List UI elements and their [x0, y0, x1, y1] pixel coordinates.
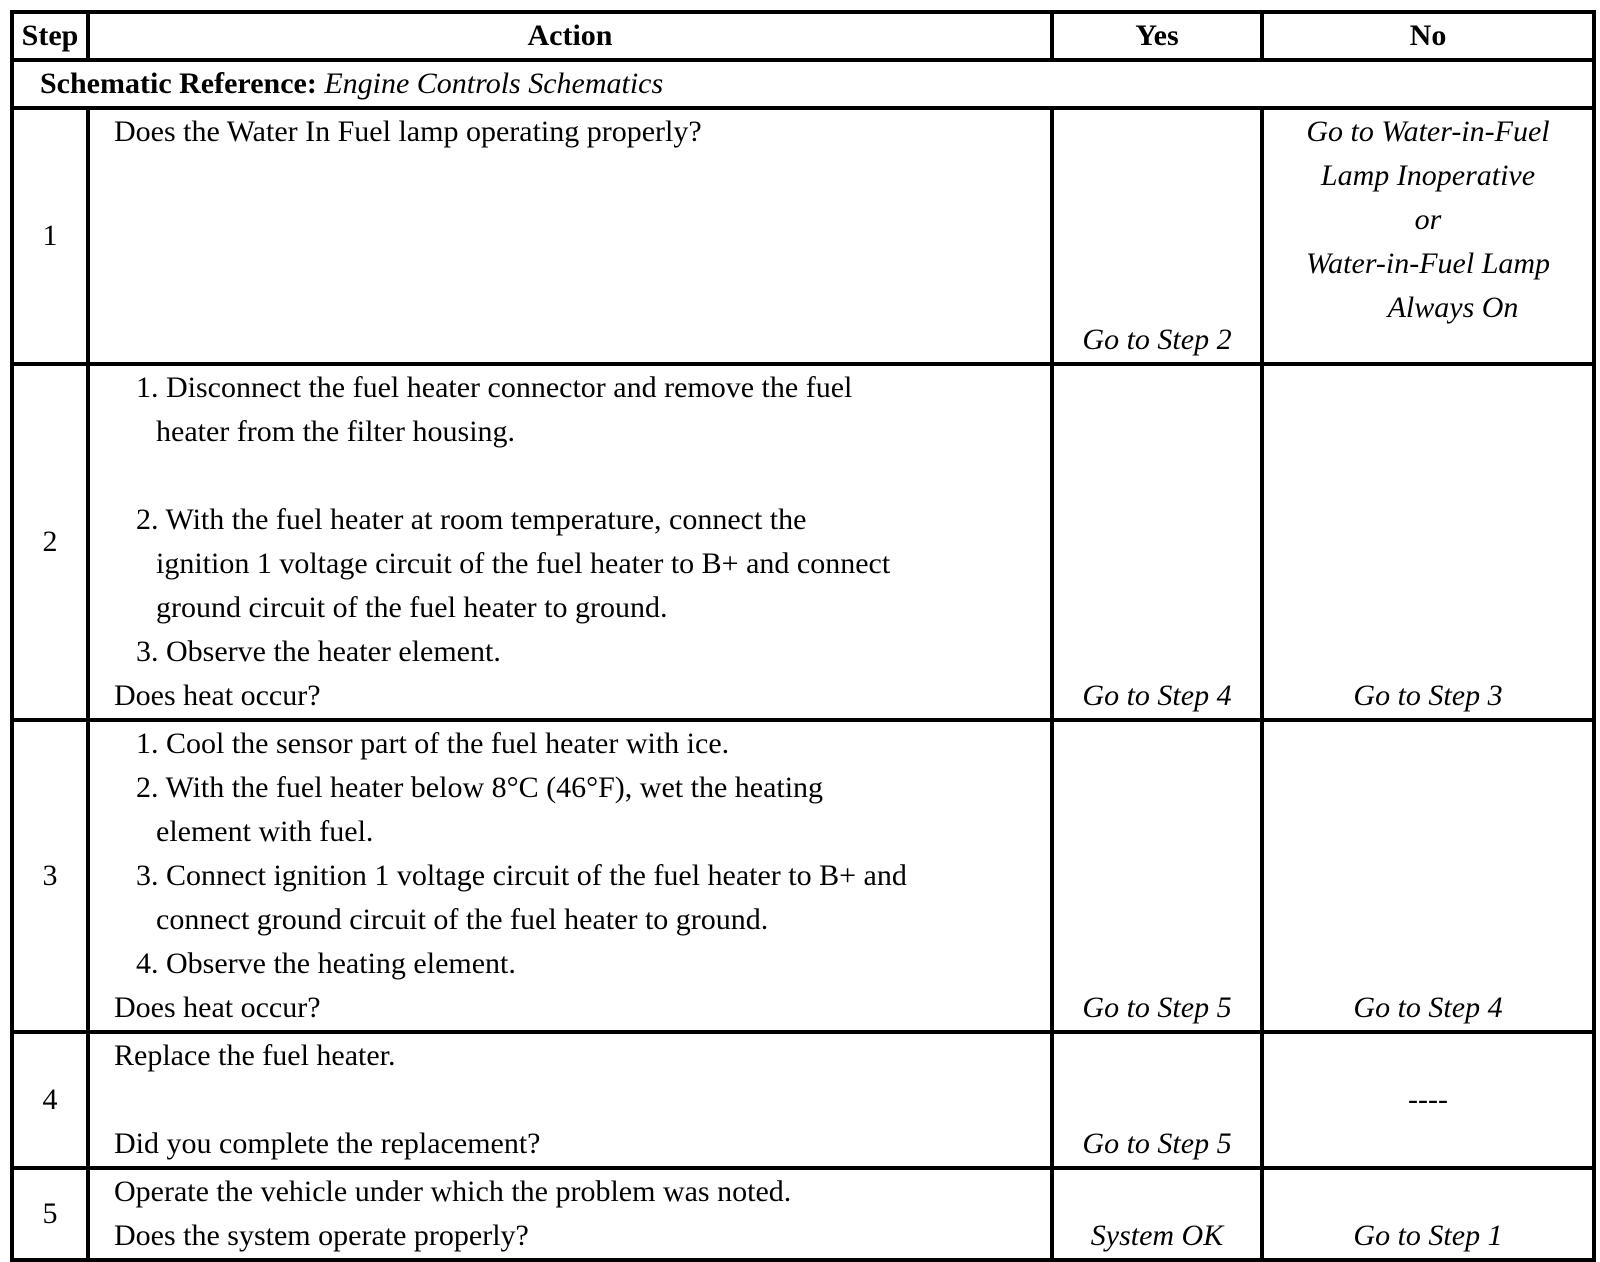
no-cell	[1262, 364, 1594, 720]
no-cell	[1262, 1168, 1594, 1260]
table-row	[12, 108, 1594, 364]
table-row	[12, 1168, 1594, 1260]
no-result: Go to Step 1	[1353, 1219, 1503, 1252]
yes-cell	[1052, 1168, 1262, 1260]
yes-result: Go to Step 4	[1082, 679, 1232, 712]
instruction-line: 4. Observe the heating element.	[136, 947, 516, 980]
schematic-label: Schematic Reference:	[40, 67, 317, 100]
step-number: 3	[12, 720, 88, 1032]
table-row	[12, 364, 1594, 720]
question-text: Does heat occur?	[114, 679, 321, 712]
instruction-item	[114, 498, 1040, 630]
instruction-line: element with fuel.	[156, 815, 374, 848]
instruction-line: 1. Disconnect the fuel heater connector and remove the fuel	[136, 371, 853, 404]
no-cell	[1262, 720, 1594, 1032]
instruction-line: 3. Observe the heater element.	[136, 635, 501, 668]
step-number: 2	[12, 364, 88, 720]
header-yes: Yes	[1052, 12, 1262, 60]
step-number: 4	[12, 1032, 88, 1168]
spacer	[114, 1078, 1040, 1122]
instruction-text: Replace the fuel heater.	[114, 1039, 396, 1072]
question-text: Does heat occur?	[114, 991, 321, 1024]
header-step: Step	[12, 12, 88, 60]
no-result-line: Go to Water-in-Fuel	[1306, 115, 1550, 148]
header-no: No	[1262, 12, 1594, 60]
instruction-line: 1. Cool the sensor part of the fuel heater with ice.	[136, 727, 730, 760]
instruction-item	[114, 942, 1040, 986]
table-row	[12, 720, 1594, 1032]
no-result: Go to Step 4	[1353, 991, 1503, 1024]
instruction-line: ground circuit of the fuel heater to ground.	[156, 591, 668, 624]
instruction-item	[114, 630, 1040, 674]
no-result: Go to Step 3	[1353, 679, 1503, 712]
yes-cell	[1052, 364, 1262, 720]
table-row	[12, 1032, 1594, 1168]
action-cell	[88, 364, 1052, 720]
yes-result: Go to Step 5	[1082, 991, 1232, 1024]
schematic-row	[12, 60, 1594, 108]
schematic-value: Engine Controls Schematics	[324, 67, 664, 100]
instruction-line: 3. Connect ignition 1 voltage circuit of the fuel heater to B+ and	[136, 859, 907, 892]
action-cell	[88, 720, 1052, 1032]
question-text: Did you complete the replacement?	[114, 1127, 541, 1160]
instruction-line: 2. With the fuel heater at room temperature, connect the	[136, 503, 807, 536]
instruction-item	[114, 366, 1040, 454]
instruction-line: 2. With the fuel heater below 8°C (46°F), wet the heating	[136, 771, 824, 804]
question-text: Does the system operate properly?	[114, 1219, 529, 1252]
no-result-line: Always On	[1387, 291, 1519, 324]
instruction-line: heater from the filter housing.	[156, 415, 516, 448]
no-result-line: or	[1414, 203, 1442, 236]
instruction-item	[114, 854, 1040, 942]
no-cell	[1262, 1032, 1594, 1168]
action-cell	[88, 1168, 1052, 1260]
action-cell	[88, 1032, 1052, 1168]
yes-cell	[1052, 1032, 1262, 1168]
spacer	[114, 454, 1040, 498]
yes-cell	[1052, 720, 1262, 1032]
instruction-line: connect ground circuit of the fuel heater to ground.	[156, 903, 769, 936]
header-action: Action	[88, 12, 1052, 60]
instruction-line: ignition 1 voltage circuit of the fuel heater to B+ and connect	[156, 547, 891, 580]
step-number: 5	[12, 1168, 88, 1260]
action-cell	[88, 108, 1052, 364]
yes-cell	[1052, 108, 1262, 364]
diagnostic-table	[10, 10, 1596, 1262]
instruction-item	[114, 766, 1040, 854]
schematic-reference	[12, 60, 1594, 108]
instruction-text: Operate the vehicle under which the problem was noted.	[114, 1175, 792, 1208]
instruction-item	[114, 722, 1040, 766]
yes-result: Go to Step 2	[1082, 323, 1232, 356]
no-result-line: Water-in-Fuel Lamp	[1305, 247, 1551, 280]
question-text: Does the Water In Fuel lamp operating properly?	[114, 115, 702, 148]
step-number: 1	[12, 108, 88, 364]
no-result: ----	[1408, 1083, 1448, 1116]
no-result-line: Lamp Inoperative	[1320, 159, 1536, 192]
yes-result: System OK	[1090, 1219, 1224, 1252]
no-cell	[1262, 108, 1594, 364]
yes-result: Go to Step 5	[1082, 1127, 1232, 1160]
header-row	[12, 12, 1594, 60]
